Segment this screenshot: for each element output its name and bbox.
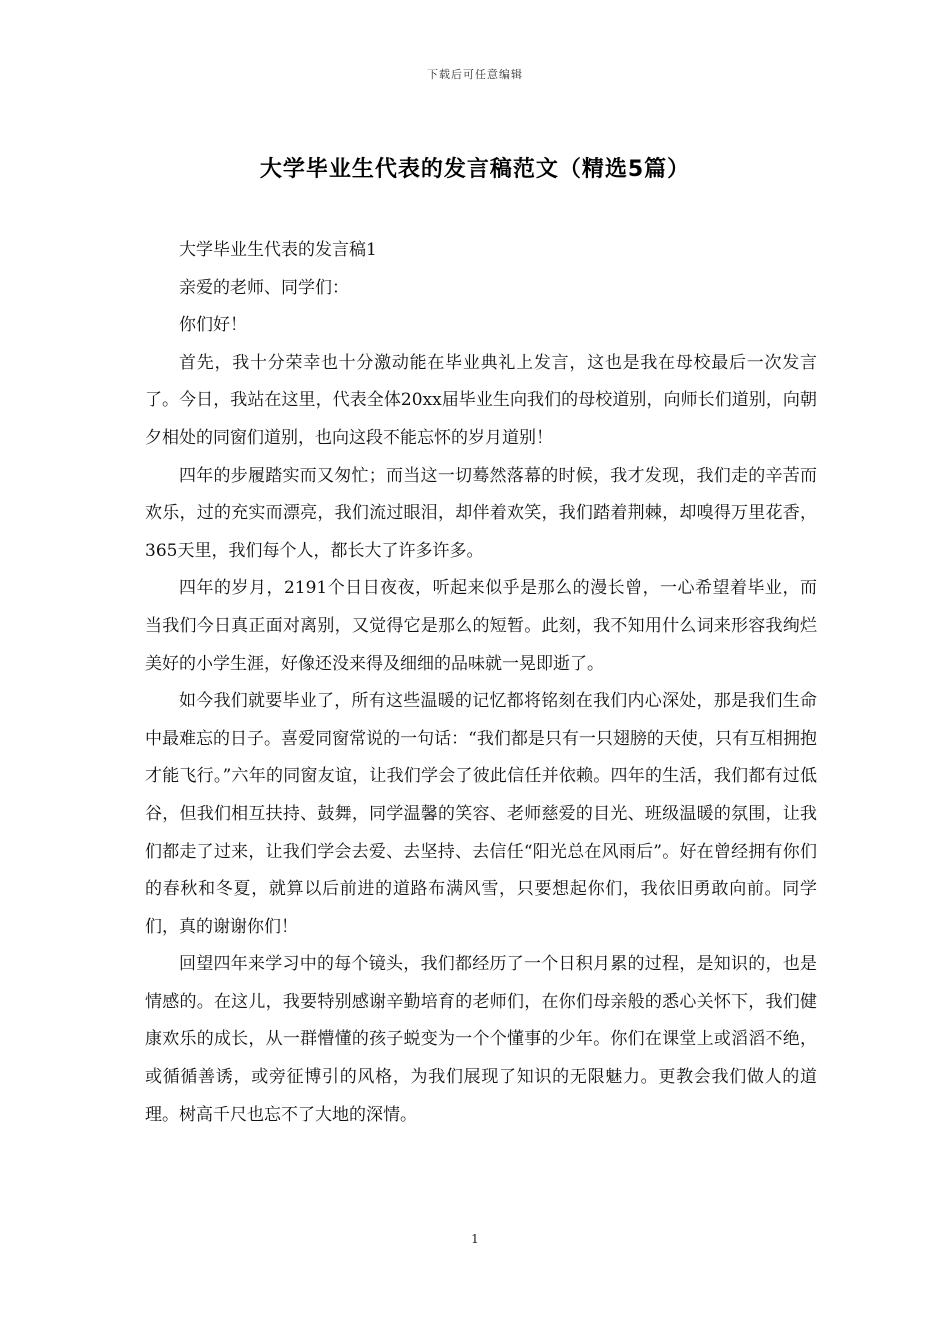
- page-number: 1: [471, 1232, 479, 1246]
- document-body: [145, 232, 817, 1134]
- paragraph: 如今我们就要毕业了，所有这些温暖的记忆都将铭刻在我们内心深处，那是我们生命中最难忘的日子。喜爱同窗常说的一句话：“我们都是只有一只翅膀的天使，只有互相拥抱才能飞行。”六年的同窗友谊，让我们学会了彼此信任并依赖。四年的生活，我们都有过低谷，但我们相互扶持、鼓舞，同学温馨的笑容、老师慈爱的目光、班级温暖的氛围，让我们都走了过来，让我们学会去爱、去坚持、去信任“阳光总在风雨后”。好在曾经拥有你们的春秋和冬夏，就算以后前进的道路布满风雪，只要想起你们，我依旧勇敢向前。同学们，真的谢谢你们！: [145, 691, 817, 937]
- document-title: 大学毕业生代表的发言稿范文（精选5篇）: [259, 157, 691, 182]
- paragraph: 四年的岁月，2191个日日夜夜，听起来似乎是那么的漫长曾，一心希望着毕业，而当我们今日真正面对离别，又觉得它是那么的短暂。此刻，我不知用什么词来形容我绚烂美好的小学生涯，好像还没来得及细细的品味就一晃即逝了。: [145, 578, 817, 674]
- paragraph: 首先，我十分荣幸也十分激动能在毕业典礼上发言，这也是我在母校最后一次发言了。今日，我站在这里，代表全体20xx届毕业生向我们的母校道别，向师长们道别，向朝夕相处的同窗们道别，也向这段不能忘怀的岁月道别！: [145, 352, 817, 448]
- paragraph: 四年的步履踏实而又匆忙；而当这一切蓦然落幕的时候，我才发现，我们走的辛苦而欢乐，过的充实而漂亮，我们流过眼泪，却伴着欢笑，我们踏着荆棘，却嗅得万里花香，365天里，我们每个人，都长大了许多许多。: [145, 465, 817, 561]
- subheading: 大学毕业生代表的发言稿1: [179, 240, 377, 260]
- greeting: 你们好！: [179, 315, 247, 336]
- paragraph: 回望四年来学习中的每个镜头，我们都经历了一个日积月累的过程，是知识的，也是情感的。在这儿，我要特别感谢辛勤培育的老师们，在你们母亲般的悉心关怀下，我们健康欢乐的成长，从一群懵懂的孩子蜕变为一个个懂事的少年。你们在课堂上或滔滔不绝，或循循善诱，或旁征博引的风格，为我们展现了知识的无限魅力。更教会我们做人的道理。树高千尺也忘不了大地的深情。: [145, 954, 817, 1125]
- salutation: 亲爱的老师、同学们：: [179, 277, 349, 298]
- header-note: 下载后可任意编辑: [427, 68, 523, 81]
